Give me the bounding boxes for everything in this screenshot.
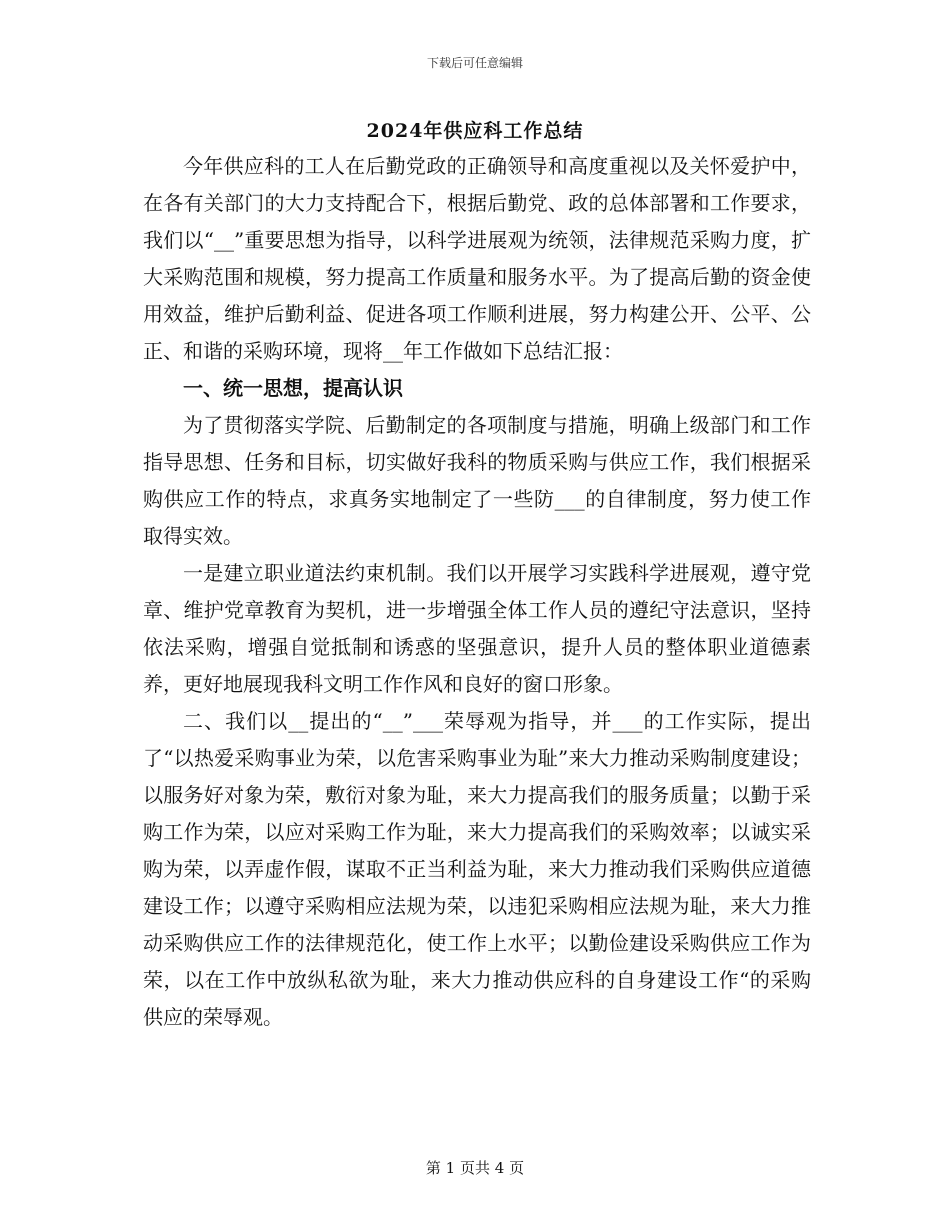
page-indicator: 第 1 页共 4 页: [425, 1159, 525, 1177]
paragraph-mechanism: 一是建立职业道法约束机制。我们以开展学习实践科学进展观，遵守党章、维护党章教育为契机，进一步增强全体工作人员的遵纪守法意识，坚持依法采购，增强自觉抵制和诱惑的坚强意识，提升人员的整体职业道德素养，更好地展现我科文明工作作风和良好的窗口形象。: [143, 561, 811, 696]
paragraph-honor-view: 二、我们以__提出的“__”___荣辱观为指导，并___的工作实际，提出了“以热爱采购事业为荣，以危害采购事业为耻”来大力推动采购制度建设；以服务好对象为荣，敷衍对象为耻，来大力提高我们的服务质量；以勤于采购工作为荣，以应对采购工作为耻，来大力提高我们的采购效率；以诚实采购为荣，以弄虚作假，谋取不正当利益为耻，来大力推动我们采购供应道德建设工作；以遵守采购相应法规为荣，以违犯采购相应法规为耻，来大力推动采购供应工作的法律规范化，使工作上水平；以勤俭建设采购供应工作为荣，以在工作中放纵私欲为耻，来大力推动供应科的自身建设工作“的采购供应的荣辱观。: [143, 709, 811, 1029]
document-title: 2024年供应科工作总结: [366, 120, 584, 142]
paragraph-intro: 今年供应科的工人在后勤党政的正确领导和高度重视以及关怀爱护中，在各有关部门的大力支持配合下，根据后勤党、政的总体部署和工作要求，我们以“__”重要思想为指导，以科学进展观为统领，法律规范采购力度，扩大采购范围和规模，努力提高工作质量和服务水平。为了提高后勤的资金使用效益，维护后勤利益、促进各项工作顺利进展，努力构建公开、公平、公正、和谐的采购环境，现将__年工作做如下总结汇报：: [143, 154, 811, 363]
document-body: [143, 148, 811, 1036]
section-heading-1: 一、统一思想，提高认识: [183, 376, 403, 400]
header-note: 下载后可任意编辑: [426, 56, 523, 70]
paragraph-section1-body: 为了贯彻落实学院、后勤制定的各项制度与措施，明确上级部门和工作指导思想、任务和目标，切实做好我科的物质采购与供应工作，我们根据采购供应工作的特点，求真务实地制定了一些防___的自律制度，努力使工作取得实效。: [143, 413, 811, 548]
